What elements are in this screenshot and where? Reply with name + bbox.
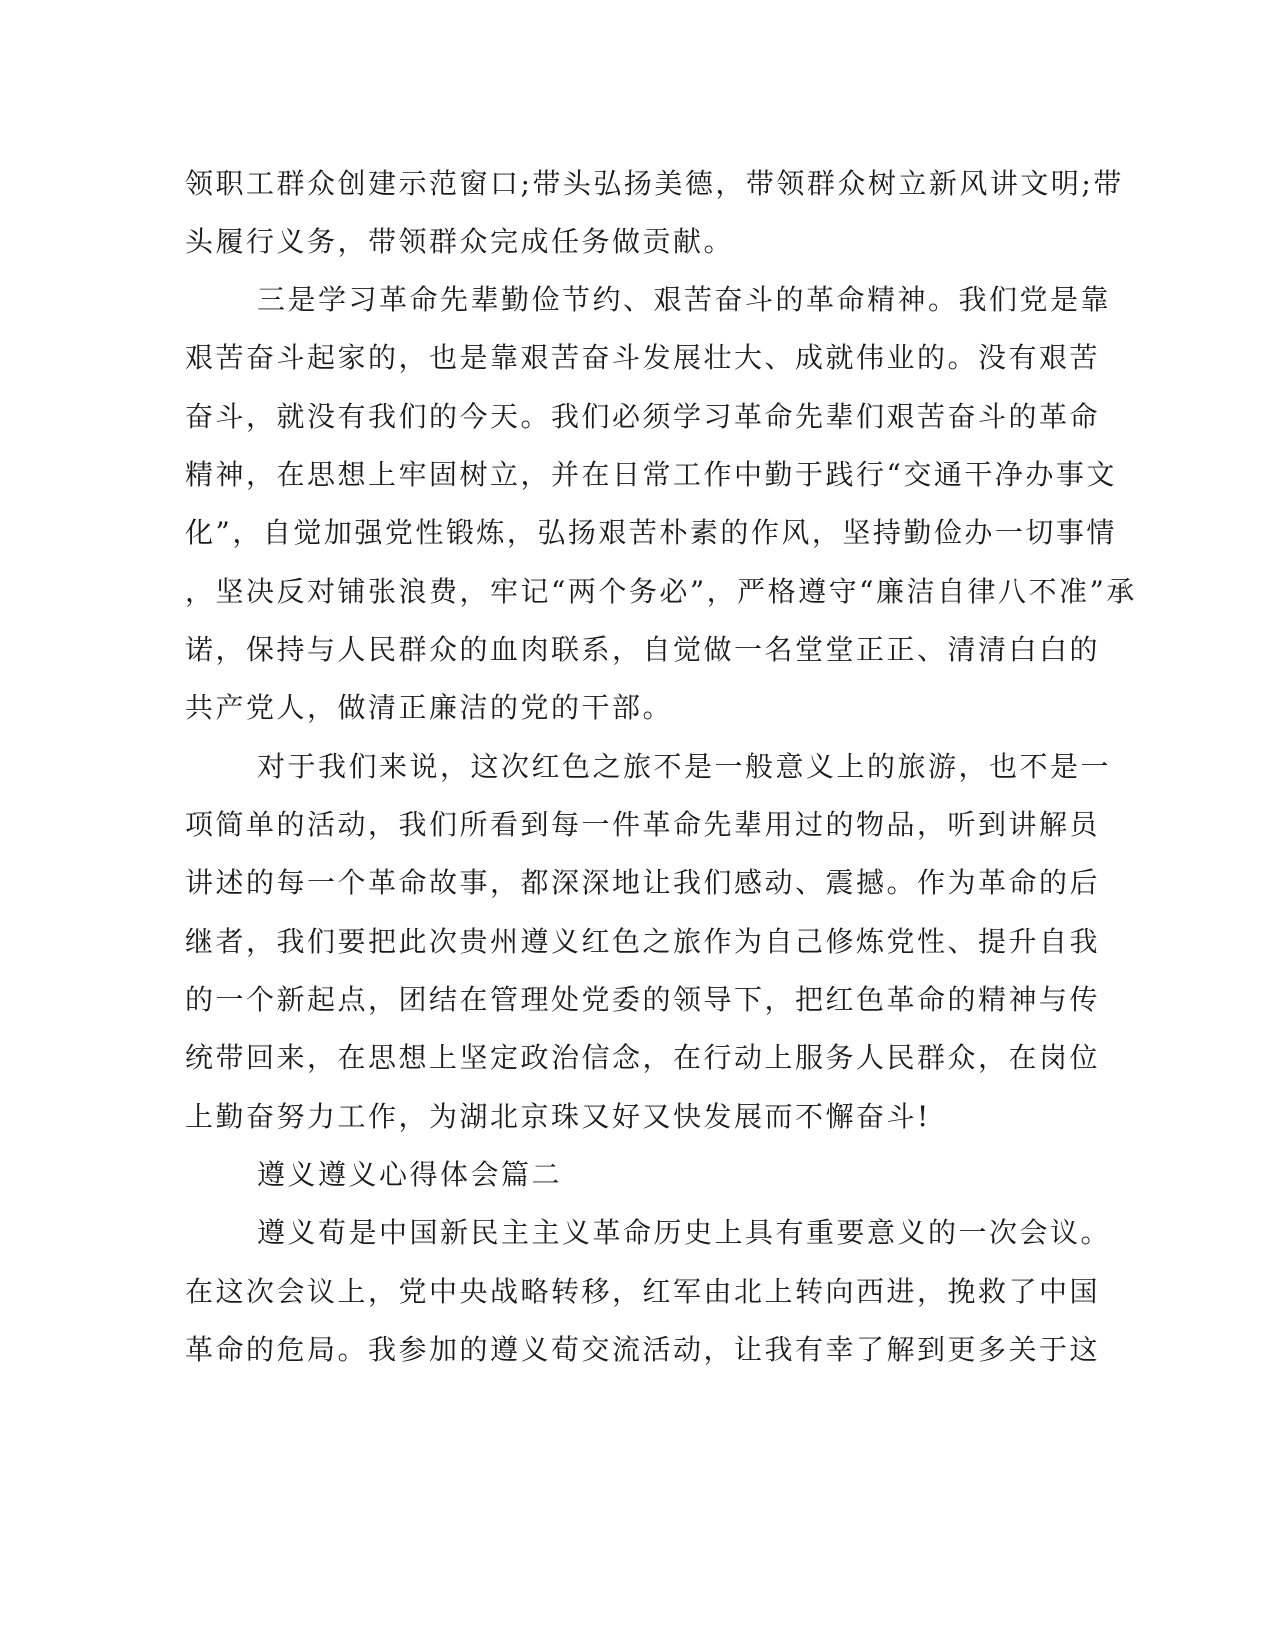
text-line: 精神，在思想上牢固树立，并在日常工作中勤于践行“交通干净办事文: [185, 458, 1117, 491]
text-line: 项简单的活动，我们所看到每一件革命先辈用过的物品，听到讲解员: [185, 808, 1101, 841]
paragraph-first-line: 对于我们来说，这次红色之旅不是一般意义上的旅游，也不是一: [257, 750, 1112, 783]
text-line: 头履行义务，带领群众完成任务做贡献。: [185, 225, 735, 258]
text-line: 上勤奋努力工作，为湖北京珠又好又快发展而不懈奋斗!: [185, 1100, 931, 1133]
paragraph-first-line: 三是学习革命先辈勤俭节约、艰苦奋斗的革命精神。我们党是靠: [257, 283, 1112, 316]
text-line: ，坚决反对铺张浪费，牢记“两个务必”，严格遵守“廉洁自律八不准”承: [185, 575, 1137, 608]
text-line: 继者，我们要把此次贵州遵义红色之旅作为自己修炼党性、提升自我: [185, 925, 1101, 958]
text-line: 诺，保持与人民群众的血肉联系，自觉做一名堂堂正正、清清白白的: [185, 633, 1101, 666]
text-line: 领职工群众创建示范窗口;带头弘扬美德，带领群众树立新风讲文明;带: [185, 167, 1124, 200]
text-line: 化”，自觉加强党性锻炼，弘扬艰苦朴素的作风，坚持勤俭办一切事情: [185, 516, 1117, 549]
text-line: 统带回来，在思想上坚定政治信念，在行动上服务人民群众，在岗位: [185, 1041, 1101, 1074]
paragraph-first-line: 遵义荀是中国新民主主义革命历史上具有重要意义的一次会议。: [257, 1216, 1112, 1249]
text-line: 在这次会议上，党中央战略转移，红军由北上转向西进，挽救了中国: [185, 1275, 1101, 1308]
text-line: 共产党人，做清正廉洁的党的干部。: [185, 691, 674, 724]
section-heading: 遵义遵义心得体会篇二: [257, 1158, 563, 1191]
text-line: 讲述的每一个革命故事，都深深地让我们感动、震撼。作为革命的后: [185, 866, 1101, 899]
text-line: 革命的危局。我参加的遵义荀交流活动，让我有幸了解到更多关于这: [185, 1333, 1101, 1366]
text-line: 奋斗，就没有我们的今天。我们必须学习革命先辈们艰苦奋斗的革命: [185, 400, 1101, 433]
text-line: 的一个新起点，团结在管理处党委的领导下，把红色革命的精神与传: [185, 983, 1101, 1016]
text-line: 艰苦奋斗起家的，也是靠艰苦奋斗发展壮大、成就伟业的。没有艰苦: [185, 341, 1101, 374]
